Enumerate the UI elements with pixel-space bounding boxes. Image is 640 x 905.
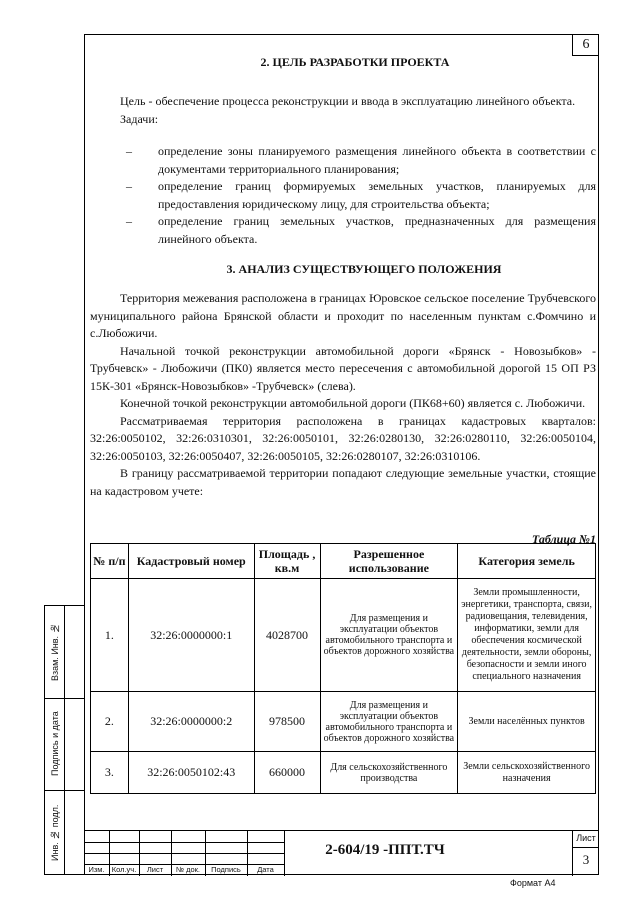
col-header: Разрешенное использование	[320, 544, 458, 579]
col-header: Категория земель	[458, 544, 596, 579]
sheet-label: Лист	[576, 833, 596, 843]
paragraph: Конечной точкой реконструкции автомобильной дороги (ПК68+60) является с. Любожичи.	[120, 396, 586, 410]
stamp-col-label: Лист	[146, 865, 164, 874]
sheet-number: 3	[582, 852, 590, 867]
label-inv-vzam: Взам. Инв. №	[50, 623, 60, 681]
table-caption: Таблица №1	[531, 532, 596, 546]
list-item: – определение зоны планируемого размещения линейного объекта в соответствии с документами территориального планирования;	[140, 143, 596, 178]
label-inv-podl: Инв. № подл.	[50, 804, 60, 862]
col-header: Кадастровый номер	[128, 544, 254, 579]
section2-heading: 2. ЦЕЛЬ РАЗРАБОТКИ ПРОЕКТА	[260, 55, 450, 69]
section3-text	[90, 290, 596, 500]
left-strip	[44, 605, 84, 875]
stamp-col-label: Изм.	[88, 865, 105, 874]
table-header-row	[91, 544, 596, 579]
table-row: 1. 32:26:0000000:1 4028700 Для размещения и эксплуатации объектов автомобильного транспорта и объектов дорожного хозяйства Земли промышленности, энергетики, транспорта, связи, радиовещания, телевидения, информатики, земли для обеспечения космической деятельности, земли обороны, безопасности и земли иного специального назначения	[91, 579, 596, 692]
page-number: 6	[572, 34, 599, 56]
paragraph: Рассматриваемая территория расположена в границах кадастровых кварталов: 32:26:0050102, 32:26:0310301, 32:26:0050101, 32:26:0280130, 32:26:0280110, 32:26:0050104, 32:26:0050103, 32:26:0050407, 32:26:0050105, 32:26:0280107, 32:26:0310106.	[90, 413, 596, 463]
list-item: – определение границ земельных участков, предназначенных для размещения линейного объекта.	[140, 213, 596, 248]
section2-goal: Цель - обеспечение процесса реконструкции и ввода в эксплуатацию линейного объекта. Задачи:	[90, 93, 596, 128]
label-podpis: Подпись и дата	[50, 711, 60, 777]
section3-heading: 3. АНАЛИЗ СУЩЕСТВУЮЩЕГО ПОЛОЖЕНИЯ	[226, 262, 502, 276]
paragraph: Начальной точкой реконструкции автомобильной дороги «Брянск - Новозыбков» - Трубчевск» - Любожичи (ПК0) является место пересечения с автомобильной дорогой 15 ОП РЗ 15К-301 «Брянск-Новозыбков» -Трубчевск» (слева).	[90, 343, 596, 393]
col-header: № п/п	[91, 544, 129, 579]
format-label: Формат А4	[510, 878, 556, 888]
stamp-col-label: Кол.уч.	[111, 865, 137, 874]
table-row: 2. 32:26:0000000:2 978500 Для размещения и эксплуатации объектов автомобильного транспорта и объектов дорожного хозяйства Земли населённых пунктов	[91, 692, 596, 752]
paragraph: Территория межевания расположена в границах Юровское сельское поселение Трубчевского муниципального района Брянской области и проходит по населенным пунктам с.Фомчино и с.Любожичи.	[90, 291, 596, 340]
stamp-col-label: № док.	[175, 865, 201, 874]
paragraph: В границу рассматриваемой территории попадают следующие земельные участки, стоящие на кадастровом учете:	[90, 466, 596, 498]
tasks-label: Задачи:	[120, 111, 159, 126]
tasks-list	[140, 143, 596, 248]
list-item: – определение границ формируемых земельных участков, планируемых для предоставления юридическому лицу, для строительства объекта;	[140, 178, 596, 213]
table-row: 3. 32:26:0050102:43 660000 Для сельскохозяйственного производства Земли сельскохозяйственного назначения	[91, 752, 596, 794]
col-header: Площадь , кв.м	[254, 544, 320, 579]
parcels-table	[90, 543, 596, 794]
document-code: 2-604/19 -ППТ.ТЧ	[325, 842, 445, 858]
stamp-col-label: Дата	[257, 865, 274, 874]
stamp-col-label: Подпись	[211, 865, 241, 874]
